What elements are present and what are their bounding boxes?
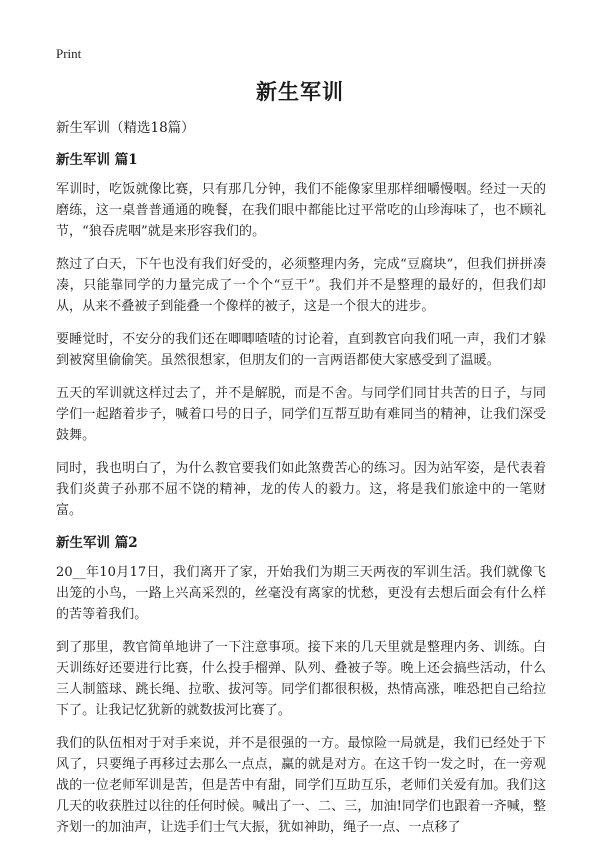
document-body <box>56 118 546 850</box>
section-heading: 新生军训 篇2 <box>56 535 138 551</box>
section-1 <box>56 150 546 521</box>
section-heading: 新生军训 篇1 <box>56 152 138 168</box>
paragraph: 熬过了白天，下午也没有我们好受的，必须整理内务，完成“豆腐块”，但我们拼拼凑凑，只能靠同学的力量完成了一个个“豆干”。我们并不是整理的最好的，但我们却从，从来不叠被子到能叠一个像样的被子，这是一个很大的进步。 <box>56 257 546 314</box>
document-subtitle: 新生军训（精选18篇） <box>56 120 195 136</box>
paragraph: 20__年10月17日，我们离开了家，开始我们为期三天两夜的军训生活。我们就像飞出笼的小鸟，一路上兴高采烈的，丝毫没有离家的忧愁，更没有去想后面会有什么样的苦等着我们。 <box>56 565 546 622</box>
paragraph: 要睡觉时，不安分的我们还在唧唧喳喳的讨论着，直到教官向我们吼一声，我们才躲到被窝里偷偷笑。虽然很想家，但朋友们的一言两语都使大家感受到了温暖。 <box>56 332 546 368</box>
paragraph: 我们的队伍相对于对手来说，并不是很强的一方。最惊险一局就是，我们已经处于下风了，只要绳子再移过去那么一点点，赢的就是对方。在这千钧一发之时，在一旁观战的一位老师军训是苦，但是苦中有甜，同学们互助互乐，老师们关爱有加。我们这几天的收获胜过以往的任何时候。喊出了一、二、三，加油!同学们也跟着一齐喊，整齐划一的加油声，让选手们士气大振，犹如神助，绳子一点、一点移了 <box>56 736 546 835</box>
print-link[interactable]: Print <box>56 46 82 61</box>
paragraph: 五天的军训就这样过去了，并不是解脱，而是不舍。与同学们同甘共苦的日子，与同学们一起踏着步子，喊着口号的日子，同学们互帮互助有难同当的精神，让我们深受鼓舞。 <box>56 386 546 443</box>
document-title: 新生军训 <box>256 80 344 104</box>
paragraph: 到了那里，教官简单地讲了一下注意事项。接下来的几天里就是整理内务、训练。白天训练好还要进行比赛，什么投手榴弹、队列、叠被子等。晚上还会搞些活动，什么三人制篮球、跳长绳、拉歌、拔河等。同学们都很积极，热情高涨，唯恐把自己给拉下了。让我记忆犹新的就数拔河比赛了。 <box>56 640 546 718</box>
paragraph: 同时，我也明白了，为什么教官要我们如此煞费苦心的练习。因为站军姿，是代表着我们炎黄子孙那不屈不饶的精神，龙的传人的毅力。这，将是我们旅途中的一笔财富。 <box>56 461 546 518</box>
paragraph: 军训时，吃饭就像比赛，只有那几分钟，我们不能像家里那样细嚼慢咽。经过一天的磨练，这一桌普普通通的晚餐，在我们眼中都能比过平常吃的山珍海味了，也不顾礼节，“狼吞虎咽”就是来形容我们的。 <box>56 182 546 239</box>
section-2 <box>56 533 546 838</box>
